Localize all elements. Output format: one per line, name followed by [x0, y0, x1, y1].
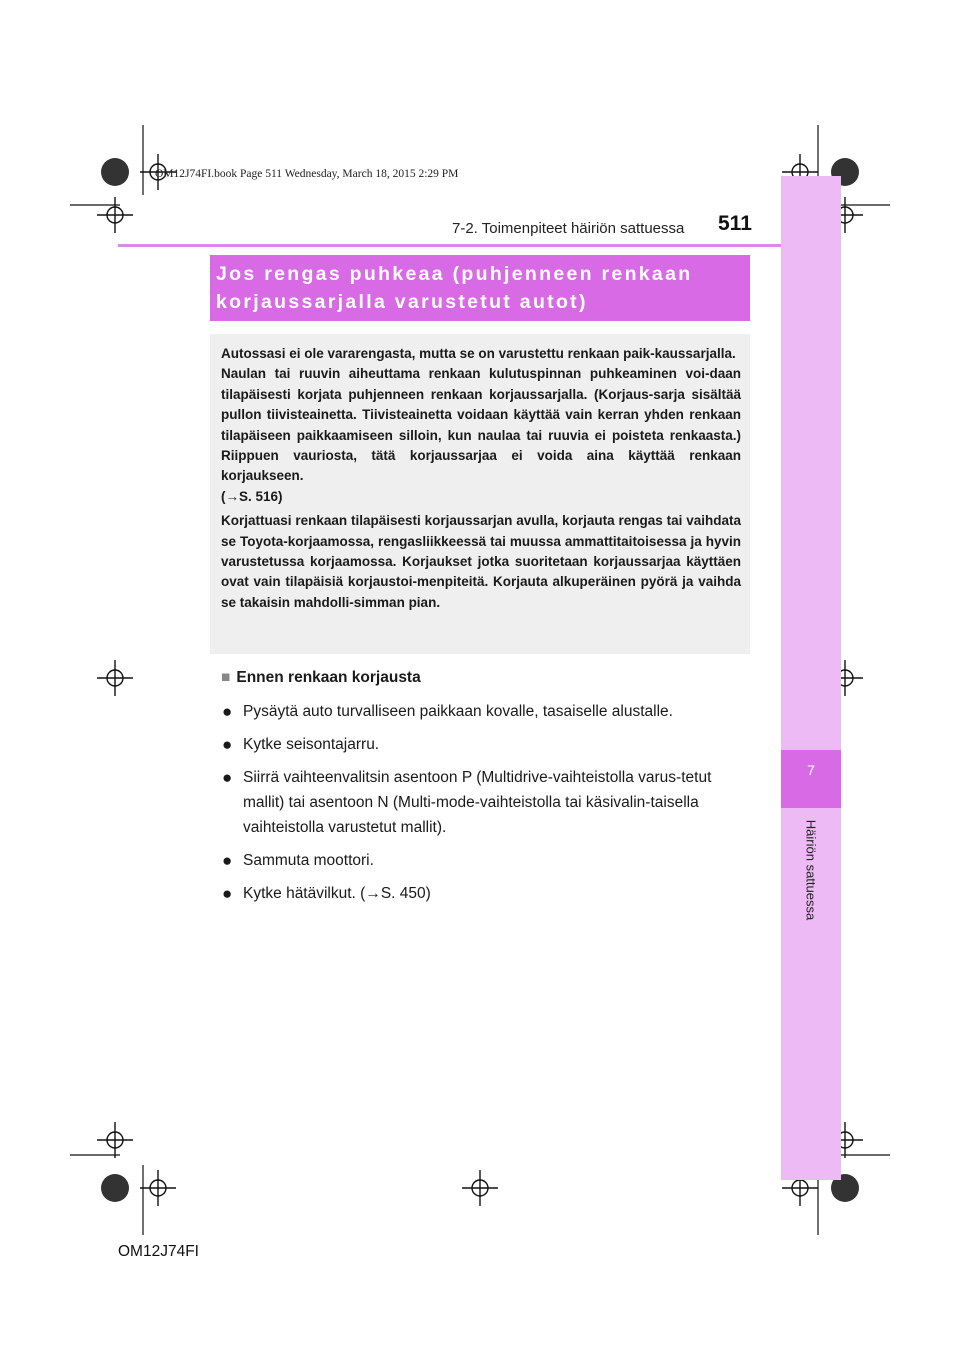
list-item-text: Kytke hätävilkut. (→S. 450) [243, 885, 431, 902]
footer-code: OM12J74FI [118, 1243, 199, 1260]
page-number: 511 [718, 212, 752, 235]
bullet-dot-icon: ● [222, 768, 233, 787]
bullet-dot-icon: ● [222, 735, 233, 754]
list-item [221, 765, 751, 840]
subheading-text: Ennen renkaan korjausta [236, 669, 421, 686]
square-marker-icon: ■ [221, 669, 231, 686]
chapter-title: Häiriön sattuessa [803, 819, 819, 921]
list-item [221, 732, 751, 757]
info-paragraph: Korjattuasi renkaan tilapäisesti korjaussarjan avulla, korjauta rengas tai vaihdata se Toyota-korjaamossa, rengasliikkeessä tai muussa ammattitaitoisessa ja hyvin varustetussa korjaamossa. Korjaukset jotka suoritetaan korjaussarjaa käyttäen ovat vain tilapäisiä korjaustoi-menpiteitä. Korjauta alkuperäinen pyörä ja vaihda se takaisin mahdolli-simman pian. [221, 513, 741, 610]
header-rule [118, 244, 841, 247]
list-item [221, 848, 751, 873]
info-box-text [221, 344, 741, 613]
main-content [221, 667, 751, 914]
list-item-text: Sammuta moottori. [243, 852, 374, 869]
side-tab-upper [781, 176, 841, 750]
bullet-dot-icon: ● [222, 851, 233, 870]
bullet-dot-icon: ● [222, 702, 233, 721]
bullet-dot-icon: ● [222, 884, 233, 903]
subheading [221, 667, 751, 689]
book-info-line: OM12J74FI.book Page 511 Wednesday, March 18, 2015 2:29 PM [155, 168, 459, 180]
side-tab-chapter-block [781, 750, 841, 808]
list-item [221, 699, 751, 724]
info-paragraph: Naulan tai ruuvin aiheuttama renkaan kulutuspinnan puhkeaminen voi-daan tilapäisesti korjata puhjenneen renkaan korjaussarjalla. (Korjaus-sarja sisältää pullon tiivisteainetta. Tiivisteainetta voidaan käyttää vain kerran yhden renkaan tilapäiseen paikkaamiseen silloin, kun naulaa tai ruuvia ei poisteta renkaasta.) Riippuen vauriosta, tätä korjaussarjaa ei voida aina käyttää renkaan korjaukseen. [221, 366, 741, 484]
list-item [221, 881, 751, 906]
info-reference: (→S. 516) [221, 488, 283, 504]
section-title: 7-2. Toimenpiteet häiriön sattuessa [452, 220, 685, 237]
list-item-text: Kytke seisontajarru. [243, 736, 380, 753]
page-title: Jos rengas puhkeaa (puhjenneen renkaan korjaussarjalla varustetut autot) [216, 263, 693, 313]
chapter-number: 7 [807, 762, 815, 778]
list-item-text: Pysäytä auto turvalliseen paikkaan kovalle, tasaiselle alustalle. [243, 703, 673, 720]
info-paragraph: Autossasi ei ole vararengasta, mutta se on varustettu renkaan paik-kaussarjalla. [221, 346, 736, 361]
list-item-text: Siirrä vaihteenvalitsin asentoon P (Multidrive-vaihteistolla varus-tetut mallit) tai asentoon N (Multi-mode-vaihteistolla tai käsivalin-taisella vaihteistolla varustetut mallit). [243, 769, 712, 836]
